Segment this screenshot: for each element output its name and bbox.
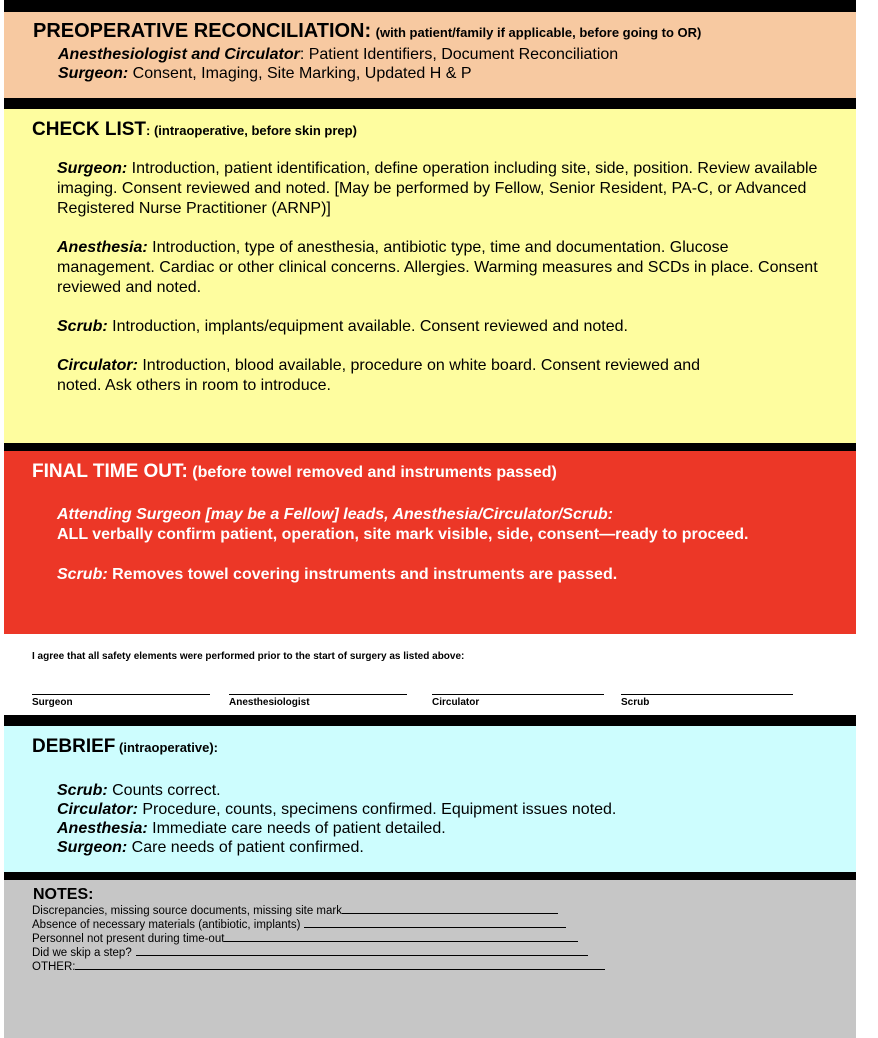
debrief-item-surgeon	[57, 838, 856, 857]
checklist-item-circulator	[32, 356, 737, 396]
role-text: Introduction, blood available, procedure on white board. Consent reviewed and noted. Ask others in room to introduce.	[57, 357, 701, 394]
debrief-heading	[32, 736, 856, 758]
preop-subtitle: (with patient/family if applicable, before going to OR)	[375, 25, 702, 40]
checklist-heading	[32, 119, 856, 141]
debrief-subtitle: (intraoperative):	[115, 740, 218, 755]
note-label: Did we skip a step?	[32, 947, 132, 959]
debrief-item-scrub	[57, 781, 856, 800]
role-text: : Patient Identifiers, Document Reconciliation	[299, 46, 619, 63]
signature-circulator[interactable]: Circulator	[432, 694, 604, 708]
note-line-discrepancies[interactable]	[32, 904, 856, 918]
role-text: Counts correct.	[107, 782, 221, 799]
role-text: Consent, Imaging, Site Marking, Updated H & P	[128, 65, 472, 82]
role-label: Surgeon:	[57, 839, 128, 856]
preop-heading	[33, 20, 856, 43]
note-label: Discrepancies, missing source documents, missing site mark	[32, 905, 342, 917]
checklist-item-anesthesia	[32, 238, 827, 298]
role-text: Procedure, counts, specimens confirmed. Equipment issues noted.	[137, 801, 617, 818]
role-label: Surgeon:	[58, 65, 129, 82]
role-text: Introduction, patient identification, define operation including site, side, position. Review available imaging. Consent reviewed and noted. [May be performed by Fellow, Senior Resident, PA-C, or Advanced Registered Nurse Practitioner (ARNP)]	[57, 160, 818, 217]
checklist-subtitle: : (intraoperative, before skin prep)	[146, 123, 357, 138]
final-timeout-confirm: ALL verbally confirm patient, operation, site mark visible, side, consent—ready to proceed.	[57, 526, 749, 543]
debrief-list	[32, 781, 856, 857]
notes-section	[4, 880, 856, 1038]
divider-top	[4, 0, 856, 12]
divider-preop-check	[4, 98, 856, 109]
checklist-item-surgeon	[32, 159, 827, 219]
final-timeout-scrub	[32, 565, 827, 585]
divider-debrief-notes	[4, 872, 856, 880]
role-text: Removes towel covering instruments and instruments are passed.	[107, 566, 618, 583]
final-timeout-lead: Attending Surgeon [may be a Fellow] leads, Anesthesia/Circulator/Scrub:	[57, 506, 613, 523]
preop-title: PREOPERATIVE RECONCILIATION:	[33, 20, 372, 42]
role-label: Anesthesia:	[57, 239, 148, 256]
role-text: Care needs of patient confirmed.	[127, 839, 364, 856]
role-text: Immediate care needs of patient detailed.	[147, 820, 446, 837]
final-timeout-subtitle: (before towel removed and instruments passed)	[187, 464, 557, 481]
note-line-personnel[interactable]	[32, 932, 856, 946]
divider-sign-debrief	[4, 715, 856, 726]
role-label: Scrub:	[57, 782, 108, 799]
role-label: Scrub:	[57, 566, 108, 583]
checklist-title: CHECK LIST	[32, 119, 146, 140]
role-label: Surgeon:	[57, 160, 128, 177]
note-label: OTHER:	[32, 961, 76, 973]
final-timeout-section	[4, 451, 856, 634]
debrief-item-circulator	[57, 800, 856, 819]
checklist-section	[4, 109, 856, 443]
signature-surgeon[interactable]: Surgeon	[32, 694, 210, 708]
note-label: Absence of necessary materials (antibiotic, implants)	[32, 919, 301, 931]
role-text: Introduction, implants/equipment available. Consent reviewed and noted.	[107, 318, 628, 335]
checklist-item-scrub	[32, 317, 827, 337]
role-text: Introduction, type of anesthesia, antibiotic type, time and documentation. Glucose management. Cardiac or other clinical concerns. Allergies. Warming measures and SCDs in place. Consent reviewed and noted.	[57, 239, 818, 296]
role-label: Anesthesia:	[57, 820, 148, 837]
role-label: Circulator:	[57, 357, 138, 374]
divider-check-final	[4, 443, 856, 451]
signature-scrub[interactable]: Scrub	[621, 694, 793, 708]
note-blank[interactable]	[224, 932, 578, 942]
note-blank[interactable]	[75, 960, 605, 970]
notes-title: NOTES:	[33, 886, 94, 903]
note-line-other[interactable]	[32, 960, 856, 974]
role-label: Anesthesiologist and Circulator	[58, 46, 300, 63]
agreement-statement: I agree that all safety elements were performed prior to the start of surgery as listed above:	[32, 651, 465, 662]
final-timeout-heading	[32, 461, 856, 483]
role-label: Scrub:	[57, 318, 108, 335]
debrief-title: DEBRIEF	[32, 736, 116, 757]
note-line-absence[interactable]	[32, 918, 856, 932]
final-timeout-title: FINAL TIME OUT:	[32, 461, 188, 482]
note-label: Personnel not present during time-out	[32, 933, 225, 945]
preop-line-anesthesiologist	[33, 45, 856, 64]
debrief-section	[4, 726, 856, 872]
preop-section	[4, 12, 856, 98]
signature-anesthesiologist[interactable]: Anesthesiologist	[229, 694, 407, 708]
note-blank[interactable]	[304, 918, 566, 928]
preop-line-surgeon	[33, 64, 856, 83]
note-blank[interactable]	[342, 904, 558, 914]
debrief-item-anesthesia	[57, 819, 856, 838]
role-label: Circulator:	[57, 801, 138, 818]
note-blank[interactable]	[136, 946, 588, 956]
note-line-skip-step[interactable]	[32, 946, 856, 960]
